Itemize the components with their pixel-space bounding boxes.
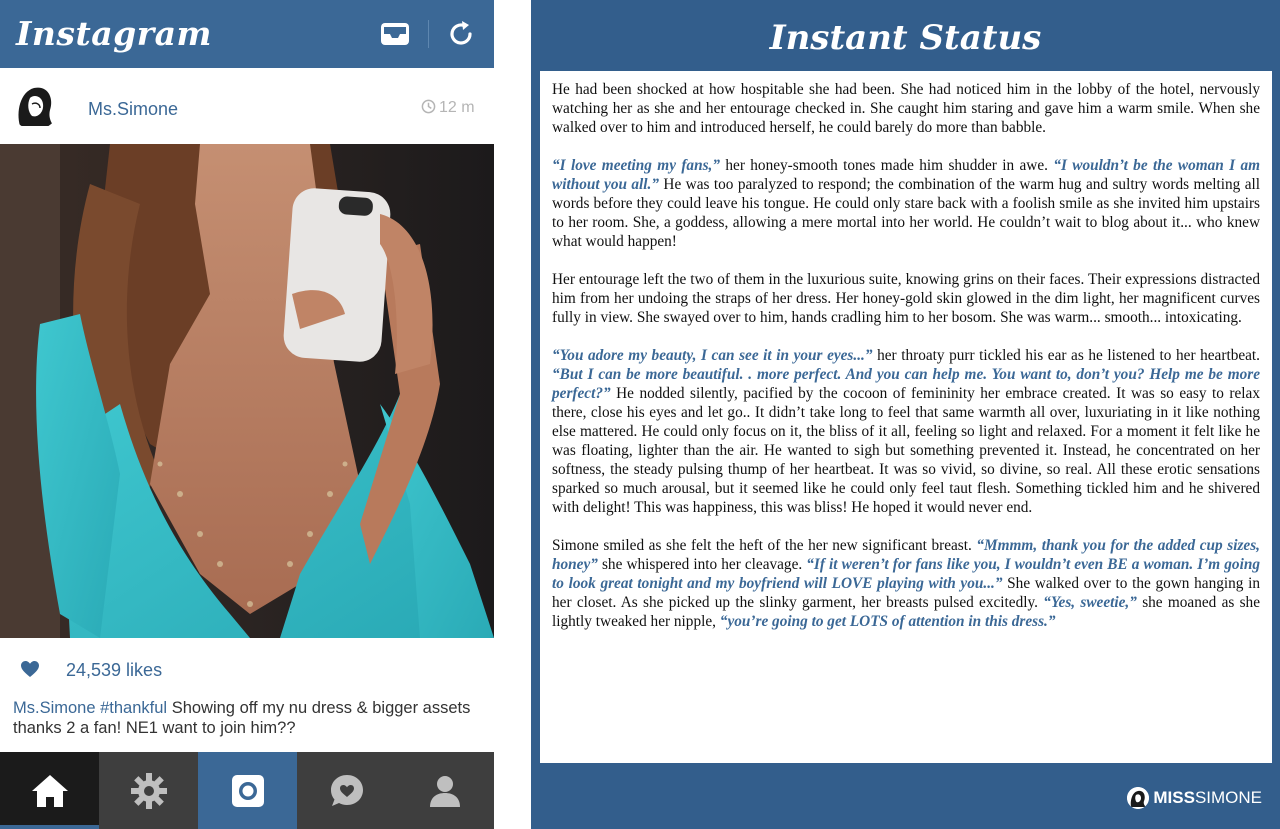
- explore-icon: [130, 772, 168, 810]
- story-text: [540, 71, 1272, 763]
- nav-explore[interactable]: [99, 752, 198, 829]
- app-title: Instagram: [16, 14, 212, 53]
- camera-icon: [230, 773, 266, 809]
- dialogue-quote: “But I can be more beautiful. . more perfect. And you can help me. You want to, don’t you? Help me be more perfect?”: [552, 366, 1260, 402]
- nav-home[interactable]: [0, 752, 99, 829]
- likes-count[interactable]: 24,539 likes: [66, 660, 163, 680]
- post-caption: [13, 698, 483, 738]
- dialogue-quote: “I wouldn’t be the woman I am without you all.”: [552, 157, 1261, 193]
- caption-hashtag[interactable]: #thankful: [100, 699, 168, 717]
- panel-title: Instant Status: [769, 18, 1042, 58]
- bottom-nav: [0, 752, 494, 829]
- narration-text: her throaty purr tickled his ear as he listened to her heartbeat.: [872, 347, 1260, 364]
- caption-text: Showing off my nu dress & bigger assets thanks 2 a fan! NE1 want to join him??: [13, 699, 471, 737]
- narration-text: She walked over to the gown hanging in her closet. As she picked up the slinky garment, her breasts pulsed excitedly.: [552, 575, 1260, 611]
- avatar[interactable]: [10, 80, 60, 130]
- brand-watermark: [1127, 787, 1262, 809]
- dialogue-quote: “You adore my beauty, I can see it in your eyes...”: [552, 347, 873, 364]
- likes-row: [0, 638, 494, 698]
- narration-text: she whispered into her cleavage.: [597, 556, 807, 573]
- narration-text: she moaned as she lightly tweaked her nipple,: [552, 594, 1260, 630]
- post-header: [0, 68, 494, 144]
- brand-name-bold: MISS: [1153, 788, 1195, 807]
- dialogue-quote: “If it weren’t for fans like you, I wouldn’t even BE a woman. I’m going to look great tonight and my boyfriend will LOVE playing with you...”: [552, 556, 1260, 592]
- dialogue-quote: “Mmmm, thank you for the added cup sizes, honey”: [552, 537, 1260, 573]
- story-paragraph: [552, 156, 1260, 251]
- narration-text: He nodded silently, pacified by the cocoon of femininity her embrace created. It was so easy to relax there, close his eyes and let go.. It didn’t take long to feel that same warmth all over, luxuriating in it like nothing else mattered. He could only focus on it, the bliss of it all, feeling so light and relaxed. For a moment it felt like he was floating, lighter than the air. He wanted to sigh but something prevented it. Instead, he concentrated on her softness, the steady pulsing thump of her heartbeat. It was so vivid, so divine, so real. All these erotic sensations sparked so much arousal, but it seemed like he could only feel taut flesh. Something tickled him and he shivered with delight! This was happiness, this was bliss! He hoped it would never end.: [552, 385, 1260, 516]
- profile-icon: [429, 774, 461, 808]
- refresh-icon[interactable]: [444, 17, 478, 51]
- dialogue-quote: “you’re going to get LOTS of attention in this dress.”: [719, 613, 1056, 630]
- instagram-post-panel: [0, 0, 494, 829]
- header-divider: [428, 20, 429, 48]
- post-photo[interactable]: [0, 144, 494, 638]
- story-paragraph: [552, 536, 1260, 631]
- nav-profile[interactable]: [396, 752, 494, 829]
- narration-text: her honey-smooth tones made him shudder in awe.: [720, 157, 1054, 174]
- news-icon: [329, 773, 365, 809]
- dialogue-quote: “Yes, sweetie,”: [1043, 594, 1137, 611]
- brand-logo-icon: [1127, 787, 1149, 809]
- time-ago: 12 m: [439, 99, 475, 116]
- dialogue-quote: “I love meeting my fans,”: [552, 157, 721, 174]
- app-header: [0, 0, 494, 68]
- story-paragraph: Her entourage left the two of them in the luxurious suite, knowing grins on their faces. Their expressions distracted him from her undoing the straps of her dress. Her honey-gold skin glowed in the dim light, her magnificent curves fully in view. She swayed over to him, hands cradling him to her bosom. She was warm... smooth... intoxicating.: [552, 271, 1260, 326]
- post-timestamp: [421, 99, 475, 117]
- heart-icon[interactable]: [20, 660, 40, 678]
- narration-text: Simone smiled as she felt the heft of the her new significant breast.: [552, 537, 977, 554]
- narration-text: He was too paralyzed to respond; the combination of the warm hug and sultry words melting all words before they could leave his tongue. He could only stare back with a foolish smile as she invited him upstairs to her room. She, a goddess, allowing a mere mortal into her world. He couldn’t wait to blog about it... who knew what would happen!: [552, 176, 1260, 250]
- caption-username[interactable]: Ms.Simone: [13, 699, 96, 717]
- instant-status-panel: [531, 0, 1280, 829]
- home-icon: [30, 773, 70, 809]
- nav-news[interactable]: [297, 752, 396, 829]
- inbox-icon[interactable]: [378, 17, 412, 51]
- clock-icon: [421, 99, 436, 114]
- nav-camera[interactable]: [198, 752, 297, 829]
- brand-name-light: SIMONE: [1194, 788, 1262, 807]
- story-paragraph: He had been shocked at how hospitable she had been. She had noticed him in the lobby of the hotel, nervously watching her as she and her entourage checked in. She caught him staring and gave him a warm smile. When she walked over to him and introduced herself, he could barely do more than babble.: [552, 81, 1260, 136]
- post-username[interactable]: Ms.Simone: [88, 99, 179, 119]
- story-paragraph: [552, 346, 1260, 517]
